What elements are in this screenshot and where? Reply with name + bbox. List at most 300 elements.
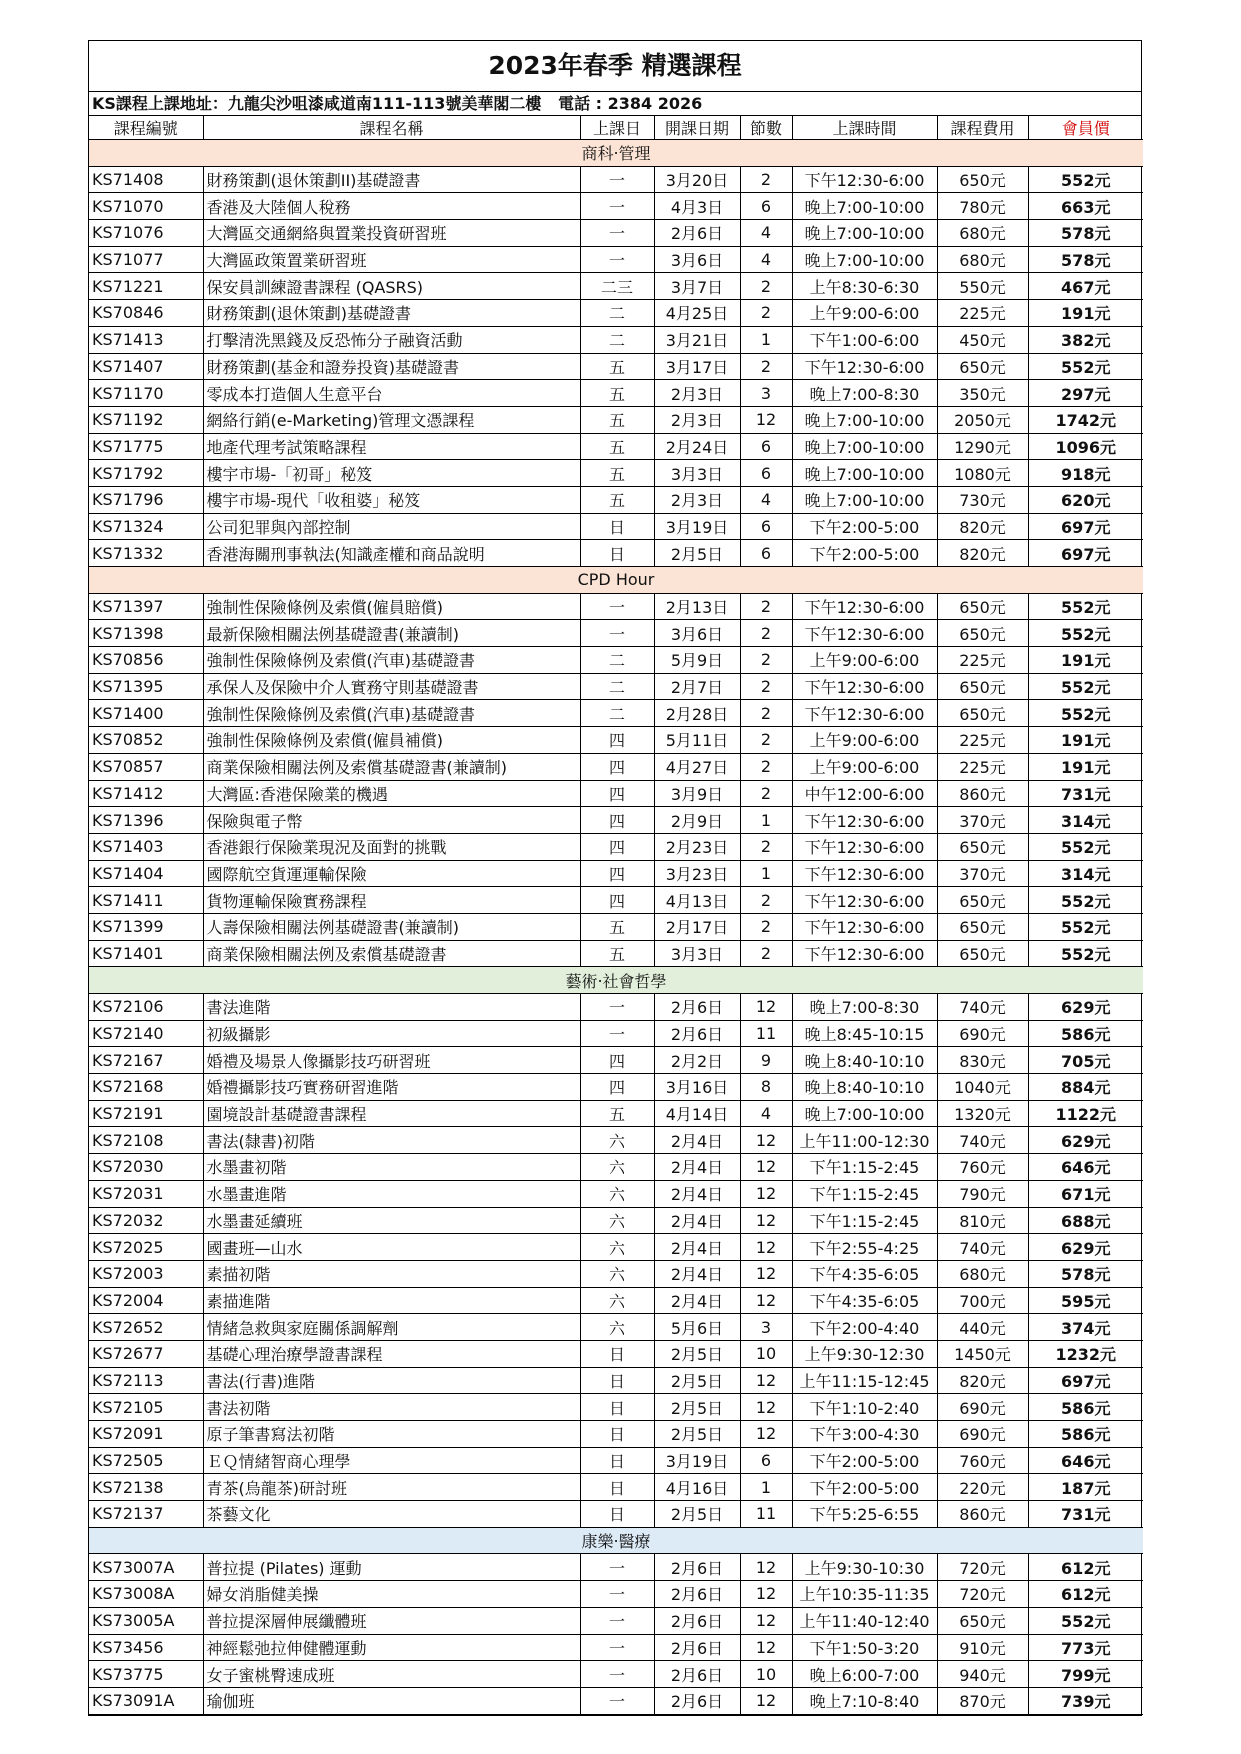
table-row (89, 433, 1143, 460)
course-name: 商業保險相關法例及索償基礎證書(兼讀制) (203, 753, 580, 780)
class-time: 上午9:00-6:00 (792, 753, 937, 780)
member-price: 595元 (1028, 1287, 1143, 1314)
course-fee: 550元 (937, 273, 1028, 300)
member-price: 552元 (1028, 166, 1143, 193)
start-date: 2月4日 (654, 1234, 740, 1261)
course-fee: 720元 (937, 1554, 1028, 1581)
sessions: 4 (740, 1100, 792, 1127)
course-code: KS71401 (89, 940, 203, 967)
member-price: 552元 (1028, 887, 1143, 914)
start-date: 3月16日 (654, 1074, 740, 1101)
sessions: 12 (740, 1394, 792, 1421)
class-day: 日 (580, 1394, 654, 1421)
category-row (89, 1527, 1143, 1554)
sessions: 2 (740, 887, 792, 914)
start-date: 2月5日 (654, 1367, 740, 1394)
table-row (89, 833, 1143, 860)
member-price: 586元 (1028, 1421, 1143, 1448)
table-header-row (89, 116, 1143, 140)
class-time: 晚上7:00-8:30 (792, 994, 937, 1021)
table-row (89, 1127, 1143, 1154)
course-code: KS71398 (89, 620, 203, 647)
start-date: 2月13日 (654, 593, 740, 620)
table-row (89, 166, 1143, 193)
class-time: 晚上7:00-10:00 (792, 433, 937, 460)
course-fee: 370元 (937, 860, 1028, 887)
course-code: KS71400 (89, 700, 203, 727)
member-price: 314元 (1028, 860, 1143, 887)
class-time: 晚上7:00-10:00 (792, 246, 937, 273)
sessions: 2 (740, 727, 792, 754)
course-fee: 730元 (937, 486, 1028, 513)
table-row (89, 1287, 1143, 1314)
start-date: 4月3日 (654, 193, 740, 220)
class-time: 下午1:50-3:20 (792, 1634, 937, 1661)
course-fee: 650元 (937, 913, 1028, 940)
class-day: 五 (580, 353, 654, 380)
class-day: 一 (580, 1661, 654, 1688)
course-name: 承保人及保險中介人實務守則基礎證書 (203, 673, 580, 700)
sessions: 6 (740, 193, 792, 220)
start-date: 2月6日 (654, 1554, 740, 1581)
table-row (89, 1661, 1143, 1688)
member-price: 586元 (1028, 1020, 1143, 1047)
course-code: KS72105 (89, 1394, 203, 1421)
course-fee: 650元 (937, 1607, 1028, 1634)
page-title: 2023年春季 精選課程 (89, 41, 1141, 92)
start-date: 3月7日 (654, 273, 740, 300)
member-price: 552元 (1028, 940, 1143, 967)
header-name: 課程名稱 (203, 116, 580, 140)
start-date: 2月7日 (654, 673, 740, 700)
sessions: 4 (740, 220, 792, 247)
start-date: 2月6日 (654, 1661, 740, 1688)
class-time: 下午1:10-2:40 (792, 1394, 937, 1421)
start-date: 4月13日 (654, 887, 740, 914)
member-price: 382元 (1028, 326, 1143, 353)
sessions: 12 (740, 1367, 792, 1394)
class-time: 晚上7:00-10:00 (792, 486, 937, 513)
header-fee: 課程費用 (937, 116, 1028, 140)
course-table (89, 116, 1143, 1715)
sessions: 2 (740, 753, 792, 780)
course-code: KS72505 (89, 1447, 203, 1474)
table-row (89, 807, 1143, 834)
course-code: KS72137 (89, 1501, 203, 1528)
sessions: 6 (740, 513, 792, 540)
course-code: KS71397 (89, 593, 203, 620)
sessions: 1 (740, 860, 792, 887)
course-fee: 650元 (937, 593, 1028, 620)
class-time: 晚上8:40-10:10 (792, 1047, 937, 1074)
class-day: 二 (580, 300, 654, 327)
course-name: 書法(行書)進階 (203, 1367, 580, 1394)
class-time: 上午9:00-6:00 (792, 300, 937, 327)
start-date: 2月4日 (654, 1260, 740, 1287)
course-fee: 760元 (937, 1447, 1028, 1474)
course-fee: 860元 (937, 780, 1028, 807)
course-name: 婚禮及場景人像攝影技巧研習班 (203, 1047, 580, 1074)
course-code: KS72106 (89, 994, 203, 1021)
start-date: 4月14日 (654, 1100, 740, 1127)
table-row (89, 994, 1143, 1021)
course-name: 樓宇市場-「初哥」秘笈 (203, 460, 580, 487)
course-name: 強制性保險條例及索償(僱員賠償) (203, 593, 580, 620)
table-row (89, 1554, 1143, 1581)
course-name: 地產代理考試策略課程 (203, 433, 580, 460)
class-day: 一 (580, 166, 654, 193)
class-day: 日 (580, 513, 654, 540)
sessions: 12 (740, 1554, 792, 1581)
member-price: 1232元 (1028, 1340, 1143, 1367)
class-day: 五 (580, 433, 654, 460)
table-row (89, 486, 1143, 513)
member-price: 552元 (1028, 353, 1143, 380)
course-name: 財務策劃(退休策劃II)基礎證書 (203, 166, 580, 193)
class-time: 下午12:30-6:00 (792, 673, 937, 700)
start-date: 2月9日 (654, 807, 740, 834)
course-code: KS72652 (89, 1314, 203, 1341)
table-row (89, 1074, 1143, 1101)
course-fee: 680元 (937, 1260, 1028, 1287)
start-date: 3月23日 (654, 860, 740, 887)
class-day: 一 (580, 1634, 654, 1661)
table-row (89, 353, 1143, 380)
course-name: 園境設計基礎證書課程 (203, 1100, 580, 1127)
class-day: 五 (580, 406, 654, 433)
course-fee: 690元 (937, 1421, 1028, 1448)
course-name: 網絡行銷(e-Marketing)管理文憑課程 (203, 406, 580, 433)
class-day: 二 (580, 700, 654, 727)
category-label: CPD Hour (89, 567, 1143, 594)
course-name: 國際航空貨運運輸保險 (203, 860, 580, 887)
class-day: 日 (580, 1367, 654, 1394)
course-fee: 760元 (937, 1154, 1028, 1181)
class-time: 下午2:55-4:25 (792, 1234, 937, 1261)
class-time: 上午9:00-6:00 (792, 647, 937, 674)
course-fee: 1080元 (937, 460, 1028, 487)
class-time: 上午8:30-6:30 (792, 273, 937, 300)
category-label: 藝術‧社會哲學 (89, 967, 1143, 994)
class-day: 四 (580, 1047, 654, 1074)
category-row (89, 967, 1143, 994)
class-time: 下午2:00-5:00 (792, 540, 937, 567)
course-code: KS72191 (89, 1100, 203, 1127)
class-time: 上午11:00-12:30 (792, 1127, 937, 1154)
course-name: 素描初階 (203, 1260, 580, 1287)
table-row (89, 1100, 1143, 1127)
course-code: KS71070 (89, 193, 203, 220)
course-code: KS72108 (89, 1127, 203, 1154)
course-fee: 690元 (937, 1394, 1028, 1421)
class-time: 上午11:15-12:45 (792, 1367, 937, 1394)
class-time: 下午12:30-6:00 (792, 700, 937, 727)
member-price: 739元 (1028, 1687, 1143, 1714)
class-day: 五 (580, 1100, 654, 1127)
class-time: 晚上8:45-10:15 (792, 1020, 937, 1047)
class-time: 晚上7:00-10:00 (792, 406, 937, 433)
table-row (89, 1367, 1143, 1394)
course-name: 水墨畫延續班 (203, 1207, 580, 1234)
sessions: 2 (740, 273, 792, 300)
course-fee: 1290元 (937, 433, 1028, 460)
course-name: 情緒急救與家庭關係調解劑 (203, 1314, 580, 1341)
start-date: 2月3日 (654, 406, 740, 433)
member-price: 297元 (1028, 380, 1143, 407)
sessions: 6 (740, 1447, 792, 1474)
course-fee: 820元 (937, 540, 1028, 567)
class-day: 五 (580, 940, 654, 967)
course-fee: 650元 (937, 940, 1028, 967)
start-date: 2月5日 (654, 1421, 740, 1448)
sessions: 4 (740, 486, 792, 513)
course-name: 茶藝文化 (203, 1501, 580, 1528)
course-code: KS71077 (89, 246, 203, 273)
class-day: 六 (580, 1180, 654, 1207)
course-code: KS72032 (89, 1207, 203, 1234)
start-date: 3月19日 (654, 1447, 740, 1474)
table-row (89, 246, 1143, 273)
sessions: 3 (740, 1314, 792, 1341)
member-price: 1122元 (1028, 1100, 1143, 1127)
class-day: 一 (580, 193, 654, 220)
header-day: 上課日 (580, 116, 654, 140)
table-row (89, 1340, 1143, 1367)
course-code: KS71408 (89, 166, 203, 193)
class-day: 四 (580, 1074, 654, 1101)
course-name: 青茶(烏龍茶)研討班 (203, 1474, 580, 1501)
sessions: 10 (740, 1661, 792, 1688)
sessions: 2 (740, 940, 792, 967)
sessions: 2 (740, 913, 792, 940)
sessions: 6 (740, 460, 792, 487)
course-code: KS72031 (89, 1180, 203, 1207)
class-time: 晚上7:00-10:00 (792, 1100, 937, 1127)
table-row (89, 647, 1143, 674)
table-row (89, 1234, 1143, 1261)
course-fee: 225元 (937, 753, 1028, 780)
class-time: 下午4:35-6:05 (792, 1287, 937, 1314)
sessions: 12 (740, 1207, 792, 1234)
table-row (89, 1501, 1143, 1528)
sessions: 12 (740, 1260, 792, 1287)
course-name: 書法(隸書)初階 (203, 1127, 580, 1154)
start-date: 2月2日 (654, 1047, 740, 1074)
sessions: 2 (740, 780, 792, 807)
class-time: 晚上7:00-10:00 (792, 220, 937, 247)
course-code: KS72030 (89, 1154, 203, 1181)
member-price: 688元 (1028, 1207, 1143, 1234)
course-name: 貨物運輸保險實務課程 (203, 887, 580, 914)
class-time: 上午9:30-12:30 (792, 1340, 937, 1367)
sessions: 12 (740, 1421, 792, 1448)
sessions: 6 (740, 540, 792, 567)
course-code: KS71407 (89, 353, 203, 380)
course-name: 零成本打造個人生意平台 (203, 380, 580, 407)
class-day: 日 (580, 1501, 654, 1528)
table-body (89, 140, 1143, 1715)
course-name: 財務策劃(退休策劃)基礎證書 (203, 300, 580, 327)
class-time: 上午11:40-12:40 (792, 1607, 937, 1634)
class-day: 一 (580, 593, 654, 620)
class-time: 下午2:00-4:40 (792, 1314, 937, 1341)
member-price: 191元 (1028, 753, 1143, 780)
table-row (89, 1581, 1143, 1608)
member-price: 697元 (1028, 1367, 1143, 1394)
member-price: 884元 (1028, 1074, 1143, 1101)
class-time: 上午9:00-6:00 (792, 727, 937, 754)
sessions: 12 (740, 1154, 792, 1181)
member-price: 552元 (1028, 620, 1143, 647)
course-fee: 650元 (937, 887, 1028, 914)
course-code: KS73775 (89, 1661, 203, 1688)
table-row (89, 406, 1143, 433)
start-date: 3月6日 (654, 246, 740, 273)
course-fee: 680元 (937, 246, 1028, 273)
sessions: 10 (740, 1340, 792, 1367)
start-date: 5月11日 (654, 727, 740, 754)
member-price: 314元 (1028, 807, 1143, 834)
start-date: 3月3日 (654, 460, 740, 487)
course-code: KS73007A (89, 1554, 203, 1581)
table-row (89, 1207, 1143, 1234)
member-price: 552元 (1028, 913, 1143, 940)
table-row (89, 940, 1143, 967)
start-date: 2月6日 (654, 220, 740, 247)
sessions: 12 (740, 1287, 792, 1314)
course-code: KS72168 (89, 1074, 203, 1101)
table-row (89, 1421, 1143, 1448)
class-day: 日 (580, 1447, 654, 1474)
class-day: 日 (580, 540, 654, 567)
table-row (89, 220, 1143, 247)
class-time: 下午12:30-6:00 (792, 353, 937, 380)
member-price: 374元 (1028, 1314, 1143, 1341)
course-name: 原子筆書寫法初階 (203, 1421, 580, 1448)
table-row (89, 1687, 1143, 1714)
start-date: 2月5日 (654, 1501, 740, 1528)
sessions: 12 (740, 994, 792, 1021)
course-name: 財務策劃(基金和證券投資)基礎證書 (203, 353, 580, 380)
course-fee: 740元 (937, 1127, 1028, 1154)
course-fee: 650元 (937, 833, 1028, 860)
member-price: 731元 (1028, 1501, 1143, 1528)
member-price: 187元 (1028, 1474, 1143, 1501)
class-day: 一 (580, 1554, 654, 1581)
course-code: KS72004 (89, 1287, 203, 1314)
sessions: 2 (740, 166, 792, 193)
class-day: 一 (580, 620, 654, 647)
class-day: 四 (580, 887, 654, 914)
sessions: 2 (740, 620, 792, 647)
member-price: 799元 (1028, 1661, 1143, 1688)
start-date: 2月4日 (654, 1180, 740, 1207)
course-fee: 650元 (937, 620, 1028, 647)
table-row (89, 1394, 1143, 1421)
sessions: 1 (740, 807, 792, 834)
sessions: 8 (740, 1074, 792, 1101)
course-code: KS71221 (89, 273, 203, 300)
sessions: 12 (740, 406, 792, 433)
table-row (89, 1154, 1143, 1181)
course-name: 香港銀行保險業現況及面對的挑戰 (203, 833, 580, 860)
start-date: 3月9日 (654, 780, 740, 807)
start-date: 2月23日 (654, 833, 740, 860)
class-day: 日 (580, 1340, 654, 1367)
course-fee: 220元 (937, 1474, 1028, 1501)
class-time: 下午4:35-6:05 (792, 1260, 937, 1287)
course-name: 香港海關刑事執法(知識產權和商品說明 (203, 540, 580, 567)
course-name: 強制性保險條例及索償(僱員補償) (203, 727, 580, 754)
start-date: 2月6日 (654, 1581, 740, 1608)
sessions: 12 (740, 1581, 792, 1608)
course-code: KS72677 (89, 1340, 203, 1367)
table-row (89, 593, 1143, 620)
course-fee: 650元 (937, 700, 1028, 727)
class-day: 二 (580, 647, 654, 674)
course-code: KS73091A (89, 1687, 203, 1714)
table-row (89, 1020, 1143, 1047)
class-time: 下午12:30-6:00 (792, 887, 937, 914)
course-fee: 225元 (937, 727, 1028, 754)
course-name: 最新保險相關法例基礎證書(兼讀制) (203, 620, 580, 647)
course-name: 書法初階 (203, 1394, 580, 1421)
member-price: 705元 (1028, 1047, 1143, 1074)
start-date: 2月28日 (654, 700, 740, 727)
course-code: KS72140 (89, 1020, 203, 1047)
class-time: 下午12:30-6:00 (792, 807, 937, 834)
course-code: KS71411 (89, 887, 203, 914)
course-code: KS71396 (89, 807, 203, 834)
member-price: 578元 (1028, 1260, 1143, 1287)
class-day: 二 (580, 326, 654, 353)
class-day: 日 (580, 1421, 654, 1448)
course-fee: 860元 (937, 1501, 1028, 1528)
course-code: KS72091 (89, 1421, 203, 1448)
course-name: 大灣區政策置業研習班 (203, 246, 580, 273)
start-date: 2月24日 (654, 433, 740, 460)
course-fee: 700元 (937, 1287, 1028, 1314)
class-time: 下午12:30-6:00 (792, 833, 937, 860)
course-fee: 870元 (937, 1687, 1028, 1714)
course-name: 大灣區:香港保險業的機遇 (203, 780, 580, 807)
course-fee: 820元 (937, 513, 1028, 540)
class-day: 一 (580, 246, 654, 273)
table-row (89, 1447, 1143, 1474)
header-member-price: 會員價 (1028, 116, 1143, 140)
class-day: 四 (580, 860, 654, 887)
sessions: 12 (740, 1687, 792, 1714)
header-code: 課程編號 (89, 116, 203, 140)
class-day: 一 (580, 1581, 654, 1608)
sessions: 3 (740, 380, 792, 407)
course-code: KS71775 (89, 433, 203, 460)
course-fee: 940元 (937, 1661, 1028, 1688)
class-day: 六 (580, 1207, 654, 1234)
class-day: 六 (580, 1314, 654, 1341)
start-date: 2月6日 (654, 1607, 740, 1634)
class-time: 下午1:00-6:00 (792, 326, 937, 353)
class-time: 上午9:30-10:30 (792, 1554, 937, 1581)
table-row (89, 673, 1143, 700)
start-date: 2月5日 (654, 1394, 740, 1421)
start-date: 2月3日 (654, 380, 740, 407)
start-date: 2月6日 (654, 1687, 740, 1714)
table-row (89, 887, 1143, 914)
class-time: 下午1:15-2:45 (792, 1154, 937, 1181)
class-day: 四 (580, 727, 654, 754)
class-time: 下午12:30-6:00 (792, 913, 937, 940)
